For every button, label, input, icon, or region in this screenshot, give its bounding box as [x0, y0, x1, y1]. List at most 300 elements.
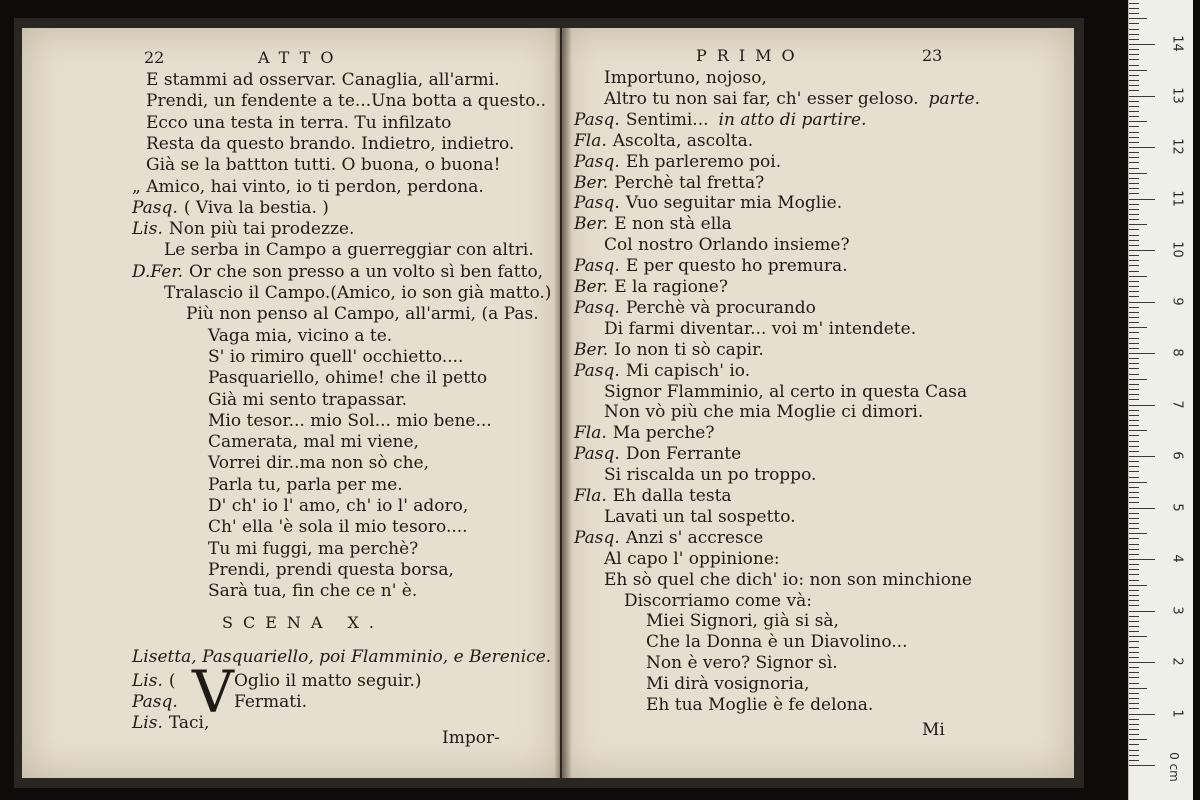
ruler-tick: [1129, 410, 1139, 411]
measuring-ruler: [1128, 0, 1193, 800]
dialogue-text: Non più tai prodezze.: [168, 219, 355, 240]
dialogue-line: [604, 465, 816, 485]
ruler-tick: [1129, 132, 1139, 133]
speaker-label: Lis.: [132, 219, 163, 240]
dialogue-line: [624, 591, 812, 611]
ruler-tick: [1129, 399, 1139, 400]
ruler-tick: [1129, 435, 1139, 436]
ruler-tick: [1129, 631, 1139, 632]
dialogue-line: [574, 110, 866, 130]
speaker-label: Ber.: [574, 172, 609, 193]
ruler-tick: [1129, 363, 1139, 364]
ruler-tick: [1129, 502, 1139, 503]
dialogue-line: [208, 475, 403, 495]
ruler-tick: [1129, 672, 1139, 673]
ruler-number: 4: [1169, 554, 1185, 563]
speaker-label: Pasq.: [574, 444, 620, 465]
ruler-tick: [1129, 54, 1139, 55]
dialogue-text: Ch' ella 'è sola il mio tesoro....: [208, 517, 468, 538]
ruler-tick: [1129, 18, 1147, 19]
stage-direction: in atto di partire.: [718, 109, 867, 130]
ruler-tick: [1129, 142, 1139, 143]
speaker-label: Pasq.: [574, 527, 620, 548]
dialogue-text: Perchè và procurando: [625, 297, 816, 318]
dialogue-text: E la ragione?: [614, 277, 728, 297]
speaker-label: Pasq.: [574, 109, 620, 130]
ruler-tick: [1129, 739, 1147, 740]
ruler-tick: [1129, 379, 1147, 380]
speaker-label: Pasq.: [574, 256, 620, 277]
dialogue-line: [646, 695, 873, 715]
verse-line: Resta da questo brando. Indietro, indietro.: [146, 133, 515, 154]
dialogue-line: [208, 560, 454, 580]
ruler-tick: [1129, 162, 1139, 163]
speaker-label: Fla.: [574, 423, 607, 444]
drop-cap: V: [192, 657, 234, 726]
ruler-tick: [1129, 296, 1139, 297]
dialogue-text: S' io rimiro quell' occhietto....: [208, 346, 464, 367]
dialogue-line: [208, 581, 417, 601]
catchword: Impor-: [442, 728, 500, 748]
verse-line: Prendi, un fendente a te...Una botta a questo..: [146, 91, 546, 112]
dialogue-text: Tralascio il Campo.(Amico, io son già matto.): [164, 283, 552, 303]
ruler-tick: [1129, 466, 1139, 467]
ruler-tick: [1129, 389, 1139, 390]
ruler-tick: [1129, 188, 1139, 189]
dialogue-line: [646, 653, 838, 673]
ruler-tick: [1129, 641, 1139, 642]
ruler-tick: [1129, 29, 1139, 30]
dialogue-line: [132, 198, 329, 218]
dialogue-text: Eh sò quel che dich' io: non son minchione: [604, 569, 972, 590]
dialogue-line: [164, 240, 534, 260]
ruler-tick: [1129, 574, 1139, 575]
dialogue-line: [646, 674, 809, 694]
ruler-number: 2: [1169, 657, 1185, 666]
dialogue-text: Lavati un tal sospetto.: [604, 506, 796, 527]
ruler-number: 7: [1169, 399, 1185, 409]
ruler-tick: [1129, 214, 1139, 215]
ruler-tick: [1129, 518, 1139, 519]
ruler-tick: [1129, 719, 1139, 720]
ruler-tick: [1129, 168, 1139, 169]
ruler-tick: [1129, 750, 1139, 751]
dialogue-text: Pasquariello, ohime! che il petto: [208, 368, 488, 389]
ruler-tick: [1129, 580, 1139, 581]
ruler-tick: [1129, 199, 1155, 200]
ruler-tick: [1129, 209, 1139, 210]
dialogue-text: Io non ti sò capir.: [614, 339, 764, 360]
ruler-tick: [1129, 693, 1139, 694]
ruler-tick: [1129, 425, 1139, 426]
speaker-label: Pasq.: [574, 193, 620, 214]
speaker-label: Pasq.: [132, 691, 178, 712]
ruler-tick: [1129, 39, 1139, 40]
dialogue-line: [574, 340, 764, 360]
open-book: [14, 18, 1084, 788]
dialogue-line: [604, 382, 967, 402]
dialogue-line: [604, 549, 780, 569]
ruler-number: 11: [1169, 189, 1185, 207]
verse-line: E stammi ad osservar. Canaglia, all'armi.: [146, 70, 500, 90]
ruler-tick: [1129, 101, 1139, 102]
dialogue-text: Don Ferrante: [625, 444, 742, 465]
ruler-tick: [1129, 420, 1139, 421]
ruler-tick: [1129, 611, 1155, 612]
dialogue-line: [574, 423, 714, 443]
ruler-tick: [1129, 729, 1139, 730]
dialogue-text: Altro tu non sai far, ch' esser geloso.: [604, 88, 919, 109]
ruler-tick: [1129, 96, 1155, 97]
dialogue-text: Signor Flamminio, al certo in questa Casa: [604, 381, 968, 402]
dialogue-line: [574, 486, 732, 506]
ruler-tick: [1129, 724, 1139, 725]
ruler-tick: [1129, 497, 1139, 498]
ruler-tick: [1129, 714, 1155, 715]
ruler-tick: [1129, 90, 1139, 91]
ruler-tick: [1129, 569, 1139, 570]
ruler-tick: [1129, 554, 1139, 555]
ruler-tick: [1129, 281, 1139, 282]
dialogue-line: [646, 632, 907, 652]
dialogue-line: [646, 611, 839, 631]
ruler-tick: [1129, 544, 1139, 545]
ruler-tick: [1129, 662, 1155, 663]
ruler-tick: [1129, 85, 1139, 86]
dialogue-text: (: [168, 670, 176, 691]
dialogue-line: [164, 283, 551, 303]
ruler-tick: [1129, 482, 1147, 483]
ruler-tick: [1129, 461, 1139, 462]
speaker-label: Ber.: [574, 339, 609, 360]
dialogue-line: [132, 219, 354, 239]
ruler-tick: [1129, 137, 1139, 138]
dialogue-text: Importuno, nojoso,: [604, 68, 767, 88]
ruler-tick: [1129, 564, 1139, 565]
ruler-tick: [1129, 647, 1139, 648]
dialogue-text: ( Viva la bestia. ): [183, 197, 329, 218]
speaker-label: Pasq.: [574, 360, 620, 381]
ruler-tick: [1129, 332, 1139, 333]
ruler-tick: [1129, 765, 1155, 766]
dialogue-text: Già mi sento trapassar.: [208, 389, 408, 410]
ruler-tick: [1129, 302, 1155, 303]
dialogue-text: Non è vero? Signor sì.: [646, 653, 838, 674]
ruler-tick: [1129, 106, 1139, 107]
dialogue-text: Perchè tal fretta?: [614, 172, 765, 193]
dialogue-line: [208, 453, 429, 473]
ruler-tick: [1129, 652, 1139, 653]
dialogue-text: Taci,: [168, 713, 210, 734]
ruler-tick: [1129, 600, 1139, 601]
dialogue-line: [208, 368, 487, 388]
ruler-tick: [1129, 116, 1139, 117]
ruler-tick: [1129, 59, 1139, 60]
dialogue-text: Vaga mia, vicino a te.: [208, 325, 393, 346]
dialogue-line: [574, 298, 816, 318]
ruler-tick: [1129, 760, 1139, 761]
ruler-tick: [1129, 183, 1139, 184]
verse-line: „ Amico, hai vinto, io ti perdon, perdona.: [132, 176, 484, 197]
dialogue-text: Ascolta, ascolta.: [612, 130, 754, 151]
ruler-tick: [1129, 755, 1139, 756]
dialogue-text: Tu mi fuggi, ma perchè?: [208, 538, 419, 559]
dialogue-line: [132, 262, 543, 282]
ruler-number: 9: [1169, 296, 1185, 306]
ruler-tick: [1129, 415, 1139, 416]
dialogue-line: [604, 319, 916, 339]
ruler-number: 12: [1169, 138, 1185, 155]
dialogue-line: [132, 692, 184, 712]
ruler-tick: [1129, 405, 1155, 406]
page-number: 22: [144, 48, 165, 67]
ruler-tick: [1129, 471, 1139, 472]
speaker-label: D.Fer.: [132, 261, 184, 282]
dialogue-line: [208, 496, 468, 516]
dialogue-text: Col nostro Orlando insieme?: [604, 235, 850, 256]
dialogue-line: [574, 256, 848, 276]
scene-cast: Lisetta, Pasquariello, poi Flamminio, e Berenice.: [132, 646, 552, 667]
dialogue-text: Al capo l' oppinione:: [604, 548, 780, 569]
ruler-tick: [1129, 559, 1155, 560]
dialogue-text: Parla tu, parla per me.: [208, 474, 403, 495]
dialogue-text: Fermati.: [234, 691, 307, 712]
speaker-label: Lis.: [132, 713, 163, 734]
dialogue-line: [208, 411, 492, 431]
ruler-tick: [1129, 636, 1147, 637]
running-head: ATTO: [258, 48, 344, 67]
verse-line: Ecco una testa in terra. Tu infilzato: [146, 112, 452, 133]
dialogue-line: [132, 671, 176, 691]
ruler-tick: [1129, 430, 1147, 431]
dialogue-text: Sentimi...: [625, 109, 709, 130]
ruler-tick: [1129, 307, 1139, 308]
dialogue-line: [208, 326, 392, 346]
dialogue-text: Di farmi diventar... voi m' intendete.: [604, 318, 917, 339]
running-head: PRIMO: [696, 46, 805, 65]
dialogue-line: [604, 235, 850, 255]
ruler-tick: [1129, 23, 1139, 24]
ruler-tick: [1129, 240, 1139, 241]
ruler-tick: [1129, 3, 1139, 4]
dialogue-text: Non vò più che mia Moglie ci dimori.: [604, 402, 924, 423]
ruler-tick: [1129, 477, 1139, 478]
ruler-tick: [1129, 34, 1139, 35]
dialogue-line: [208, 390, 407, 410]
dialogue-line: [574, 131, 753, 151]
dialogue-line: [604, 507, 796, 527]
ruler-tick: [1129, 513, 1139, 514]
ruler-tick: [1129, 744, 1139, 745]
dialogue-text: Mi capisch' io.: [625, 360, 751, 381]
ruler-tick: [1129, 157, 1139, 158]
ruler-tick: [1129, 374, 1139, 375]
ruler-tick: [1129, 173, 1147, 174]
stage-direction: parte.: [928, 88, 981, 109]
dialogue-line: [574, 361, 750, 381]
dialogue-text: D' ch' io l' amo, ch' io l' adoro,: [208, 496, 469, 516]
ruler-number: 5: [1169, 502, 1185, 512]
dialogue-text: Vuo seguitar mia Moglie.: [625, 193, 843, 214]
ruler-tick: [1129, 121, 1147, 122]
dialogue-text: E per questo ho premura.: [625, 256, 848, 277]
ruler-tick: [1129, 49, 1139, 50]
dialogue-text: Sarà tua, fin che ce n' è.: [208, 581, 418, 602]
speaker-label: Ber.: [574, 277, 609, 297]
dialogue-line: [208, 539, 418, 559]
ruler-tick: [1129, 13, 1139, 14]
ruler-tick: [1129, 708, 1139, 709]
ruler-tick: [1129, 585, 1147, 586]
ruler-tick: [1129, 523, 1139, 524]
ruler-tick: [1129, 456, 1155, 457]
dialogue-text: E non stà ella: [614, 214, 732, 235]
dialogue-text: Anzi s' accresce: [625, 527, 764, 548]
ruler-tick: [1129, 533, 1147, 534]
ruler-tick: [1129, 667, 1139, 668]
catchword: Mi: [922, 720, 945, 740]
speaker-label: Pasq.: [574, 151, 620, 172]
ruler-tick: [1129, 65, 1139, 66]
dialogue-line: [574, 528, 763, 548]
dialogue-line: [186, 304, 539, 324]
dialogue-text: Or che son presso a un volto sì ben fatto,: [189, 261, 544, 282]
ruler-tick: [1129, 291, 1139, 292]
dialogue-text: Prendi, prendi questa borsa,: [208, 559, 454, 580]
dialogue-line: [574, 444, 741, 464]
ruler-tick: [1129, 394, 1139, 395]
ruler-tick: [1129, 322, 1139, 323]
speaker-label: Pasq.: [132, 197, 178, 218]
ruler-tick: [1129, 229, 1139, 230]
ruler-tick: [1129, 492, 1139, 493]
scene-title: SCENA X.: [222, 612, 384, 632]
ruler-tick: [1129, 338, 1139, 339]
verse-line: Già se la battton tutti. O buona, o buona!: [146, 155, 501, 176]
ruler-number: 6: [1169, 451, 1185, 460]
ruler-tick: [1129, 358, 1139, 359]
ruler-tick: [1129, 441, 1139, 442]
ruler-tick: [1129, 44, 1155, 45]
ruler-tick: [1129, 528, 1139, 529]
dialogue-text: Eh dalla testa: [612, 486, 732, 506]
ruler-number: 14: [1169, 35, 1185, 52]
dialogue-line: [208, 347, 463, 367]
dialogue-line: [208, 432, 419, 452]
ruler-tick: [1129, 317, 1139, 318]
ruler-tick: [1129, 271, 1139, 272]
ruler-tick: [1129, 688, 1147, 689]
dialogue-text: Ma perche?: [612, 423, 715, 444]
dialogue-line: [132, 713, 209, 733]
ruler-tick: [1129, 8, 1139, 9]
dialogue-line: [574, 277, 728, 297]
dialogue-text: Si riscalda un po troppo.: [604, 465, 817, 486]
ruler-tick: [1129, 677, 1139, 678]
ruler-tick: [1129, 538, 1139, 539]
ruler-tick: [1129, 126, 1139, 127]
dialogue-text: Mi dirà vosignoria,: [646, 674, 810, 695]
ruler-tick: [1129, 368, 1139, 369]
right-page: [562, 28, 1074, 778]
ruler-tick: [1129, 590, 1139, 591]
dialogue-text: Che la Donna è un Diavolino...: [646, 632, 908, 653]
speaker-label: Fla.: [574, 486, 607, 506]
dialogue-text: Oglio il matto seguir.): [234, 670, 422, 691]
ruler-number: 10: [1169, 241, 1185, 258]
left-page: [22, 28, 560, 778]
dialogue-line: [574, 173, 764, 193]
ruler-number: 8: [1169, 348, 1185, 357]
ruler-unit-label: 0 cm: [1166, 752, 1181, 782]
ruler-tick: [1129, 276, 1147, 277]
ruler-tick: [1129, 147, 1155, 148]
dialogue-text: Camerata, mal mi viene,: [208, 432, 419, 453]
ruler-tick: [1129, 446, 1139, 447]
dialogue-text: Mio tesor... mio Sol... mio bene...: [208, 410, 492, 431]
dialogue-text: Le serba in Campo a guerreggiar con altri.: [164, 240, 534, 261]
ruler-tick: [1129, 152, 1139, 153]
dialogue-text: Miei Signori, già si sà,: [646, 611, 839, 632]
ruler-tick: [1129, 508, 1155, 509]
dialogue-text: Discorriamo come và:: [624, 590, 812, 611]
dialogue-line: [604, 68, 767, 88]
ruler-tick: [1129, 70, 1147, 71]
ruler-tick: [1129, 343, 1139, 344]
ruler-tick: [1129, 348, 1139, 349]
ruler-tick: [1129, 80, 1139, 81]
ruler-tick: [1129, 219, 1139, 220]
ruler-tick: [1129, 178, 1139, 179]
ruler-tick: [1129, 549, 1139, 550]
dialogue-line: [574, 152, 781, 172]
ruler-tick: [1129, 250, 1155, 251]
page-number: 23: [922, 46, 943, 65]
ruler-tick: [1129, 255, 1139, 256]
dialogue-line: [574, 214, 732, 234]
dialogue-line: [574, 193, 842, 213]
dialogue-text: Eh parleremo poi.: [625, 151, 782, 172]
ruler-tick: [1129, 626, 1139, 627]
dialogue-text: Più non penso al Campo, all'armi, (a Pas.: [186, 304, 539, 325]
ruler-tick: [1129, 451, 1139, 452]
book-gutter: [554, 28, 572, 778]
ruler-tick: [1129, 111, 1139, 112]
ruler-tick: [1129, 204, 1139, 205]
ruler-tick: [1129, 605, 1139, 606]
ruler-number: 13: [1169, 86, 1185, 104]
ruler-tick: [1129, 621, 1139, 622]
ruler-tick: [1129, 734, 1139, 735]
dialogue-text: Eh tua Moglie è fe delona.: [646, 695, 874, 715]
dialogue-line: [604, 402, 923, 422]
ruler-tick: [1129, 327, 1147, 328]
ruler-number: 3: [1169, 605, 1185, 615]
ruler-tick: [1129, 703, 1139, 704]
dialogue-line: [604, 570, 972, 590]
speaker-label: Ber.: [574, 214, 609, 235]
ruler-tick: [1129, 595, 1139, 596]
ruler-tick: [1129, 384, 1139, 385]
dialogue-line: [208, 517, 468, 537]
ruler-tick: [1129, 235, 1139, 236]
ruler-number: 1: [1169, 708, 1185, 718]
dialogue-text: Vorrei dir..ma non sò che,: [208, 453, 429, 474]
ruler-tick: [1129, 616, 1139, 617]
ruler-tick: [1129, 683, 1139, 684]
ruler-tick: [1129, 260, 1139, 261]
ruler-number: [1170, 0, 1185, 2]
